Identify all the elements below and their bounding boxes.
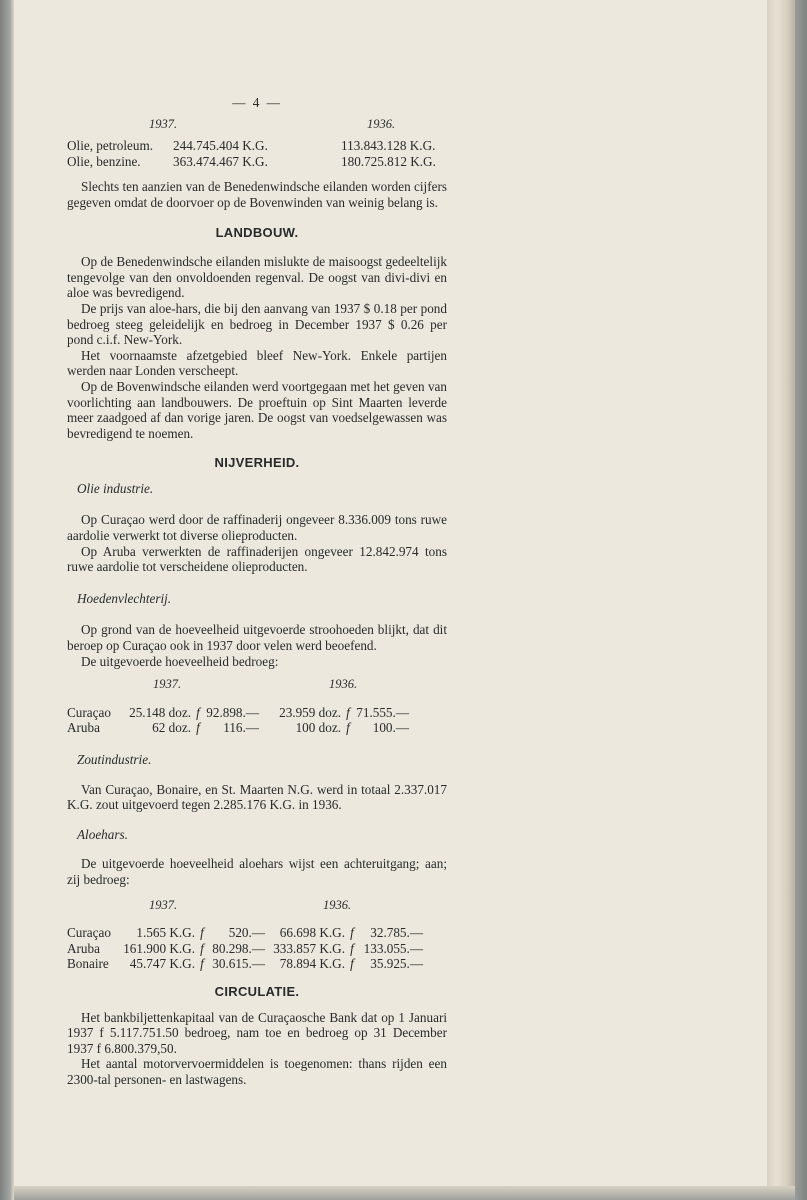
- place: Aruba: [67, 720, 100, 736]
- value-1936: 71.555.—: [356, 704, 409, 720]
- aloe-row: [67, 956, 447, 972]
- value-1937: 116.—: [223, 720, 259, 736]
- value-1936: 100.—: [372, 720, 409, 736]
- value-1936: 35.925.—: [370, 956, 423, 972]
- qty-1937: 62 doz.: [152, 720, 191, 736]
- hoeden-year-header: [67, 677, 447, 693]
- subheading-aloe: Aloehars.: [77, 826, 128, 842]
- page-spine: [767, 0, 795, 1200]
- value-1937: 520.—: [228, 925, 265, 941]
- oil-value-1936: 180.725.812 K.G.: [341, 153, 436, 169]
- page-number: — 4 —: [232, 95, 282, 110]
- oil-row: [67, 138, 447, 154]
- oil-label: Olie, petroleum.: [67, 138, 154, 154]
- oil-year-1937: 1937.: [149, 116, 178, 131]
- hoeden-row: [67, 720, 447, 736]
- value-1937: 80.298.—: [212, 940, 265, 956]
- florin-sign: f: [200, 940, 204, 956]
- qty-1936: 66.698 K.G.: [279, 925, 345, 941]
- qty-1936: 100 doz.: [295, 720, 341, 736]
- page-bottom-shadow: [14, 1186, 795, 1200]
- place: Bonaire: [67, 956, 109, 972]
- qty-1937: 45.747 K.G.: [129, 956, 195, 972]
- section-heading-circulatie: CIRCULATIE.: [214, 983, 300, 999]
- subheading-hoeden: Hoedenvlechterij.: [77, 590, 172, 606]
- hoeden-row: [67, 705, 447, 721]
- florin-sign: f: [350, 925, 354, 941]
- landbouw-paragraph: De prijs van aloe-hars, die bij den aanvang van 1937 $ 0.18 per pond bedroeg steeg geleidelijk en bedroeg in December 1937 $ 0.26 per pond c.i.f. New-York.: [67, 300, 447, 348]
- value-1937: 92.898.—: [206, 704, 259, 720]
- qty-1936: 333.857 K.G.: [273, 940, 345, 956]
- place: Curaçao: [67, 704, 111, 720]
- circulatie-paragraph: Het bankbiljettenkapitaal van de Curaçaosche Bank dat op 1 Januari 1937 f 5.117.751.50 bedroeg, nam toe en bedroeg op 31 December 1937 f 6.800.379,50.: [67, 1009, 447, 1056]
- page-edge: [795, 0, 807, 1200]
- oil-note: Slechts ten aanzien van de Benedenwindsche eilanden worden cijfers gegeven omdat de doorvoer op de Bovenwinden van weinig belang is.: [67, 179, 447, 210]
- value-1936: 133.055.—: [363, 940, 423, 956]
- qty-1937: 161.900 K.G.: [123, 940, 195, 956]
- circulatie-paragraph: Het aantal motorvervoermiddelen is toegenomen: thans rijden een 2300-tal personen- en lastwagens.: [67, 1056, 447, 1087]
- page-content: [67, 95, 447, 1088]
- landbouw-paragraph: Op de Benedenwindsche eilanden mislukte de maisoogst gedeeltelijk tengevolge van den onvoldoenden regenval. De oogst van divi-divi en aloe was bevredigend.: [67, 254, 447, 301]
- section-heading-landbouw: LANDBOUW.: [215, 224, 299, 240]
- oil-value-1936: 113.843.128 K.G.: [341, 138, 436, 154]
- florin-sign: f: [350, 956, 354, 972]
- qty-1936: 78.894 K.G.: [279, 956, 345, 972]
- oil-year-header: [67, 117, 447, 133]
- oil-year-1936: 1936.: [367, 116, 396, 131]
- florin-sign: f: [200, 956, 204, 972]
- florin-sign: f: [196, 704, 200, 720]
- olie-paragraph: Op Curaçao werd door de raffinaderij ongeveer 8.336.009 tons ruwe aardolie verwerkt tot diverse olieproducten.: [67, 512, 447, 544]
- value-1936: 32.785.—: [370, 925, 423, 941]
- section-heading-nijverheid: NIJVERHEID.: [214, 455, 300, 471]
- oil-value-1937: 363.474.467 K.G.: [173, 153, 268, 169]
- subheading-zout: Zoutindustrie.: [77, 752, 152, 767]
- florin-sign: f: [346, 704, 350, 720]
- hoeden-year-1937: 1937.: [153, 677, 182, 692]
- zout-paragraph: Van Curaçao, Bonaire, en St. Maarten N.G. werd in totaal 2.337.017 K.G. zout uitgevoerd tegen 2.285.176 K.G. in 1936.: [67, 781, 447, 813]
- landbouw-paragraph: Op de Bovenwindsche eilanden werd voortgegaan met het geven van voorlichting aan landbouwers. De proeftuin op Sint Maarten leverde meer zaadgoed af dan vorige jaren. De oogst van voedselgewassen was bevredigend te noemen.: [67, 378, 447, 441]
- florin-sign: f: [196, 720, 200, 736]
- olie-paragraph: Op Aruba verwerkten de raffinaderijen ongeveer 12.842.974 tons ruwe aardolie tot verscheidene olieproducten.: [67, 543, 447, 575]
- aloe-year-header: [67, 898, 447, 914]
- place: Aruba: [67, 940, 100, 956]
- hoeden-paragraph: De uitgevoerde hoeveelheid bedroeg:: [81, 653, 279, 669]
- oil-value-1937: 244.745.404 K.G.: [173, 138, 268, 154]
- florin-sign: f: [200, 925, 204, 941]
- aloe-year-1937: 1937.: [149, 897, 178, 912]
- aloe-row: [67, 941, 447, 957]
- subheading-olie: Olie industrie.: [77, 480, 154, 496]
- aloe-row: [67, 925, 447, 941]
- oil-label: Olie, benzine.: [67, 153, 141, 169]
- oil-row: [67, 154, 447, 170]
- aloe-paragraph: De uitgevoerde hoeveelheid aloehars wijst een achteruitgang; aan; zij bedroeg:: [67, 856, 447, 887]
- hoeden-year-1936: 1936.: [329, 677, 358, 692]
- place: Curaçao: [67, 925, 111, 941]
- florin-sign: f: [346, 720, 350, 736]
- value-1937: 30.615.—: [212, 956, 265, 972]
- florin-sign: f: [350, 940, 354, 956]
- hoeden-paragraph: Op grond van de hoeveelheid uitgevoerde stroohoeden blijkt, dat dit beroep op Curaçao ook in 1937 door velen werd beoefend.: [67, 622, 447, 654]
- qty-1937: 25.148 doz.: [129, 704, 191, 720]
- qty-1936: 23.959 doz.: [279, 704, 341, 720]
- qty-1937: 1.565 K.G.: [136, 925, 195, 941]
- landbouw-paragraph: Het voornaamste afzetgebied bleef New-York. Enkele partijen werden naar Londen verscheept.: [67, 347, 447, 379]
- aloe-year-1936: 1936.: [323, 897, 352, 912]
